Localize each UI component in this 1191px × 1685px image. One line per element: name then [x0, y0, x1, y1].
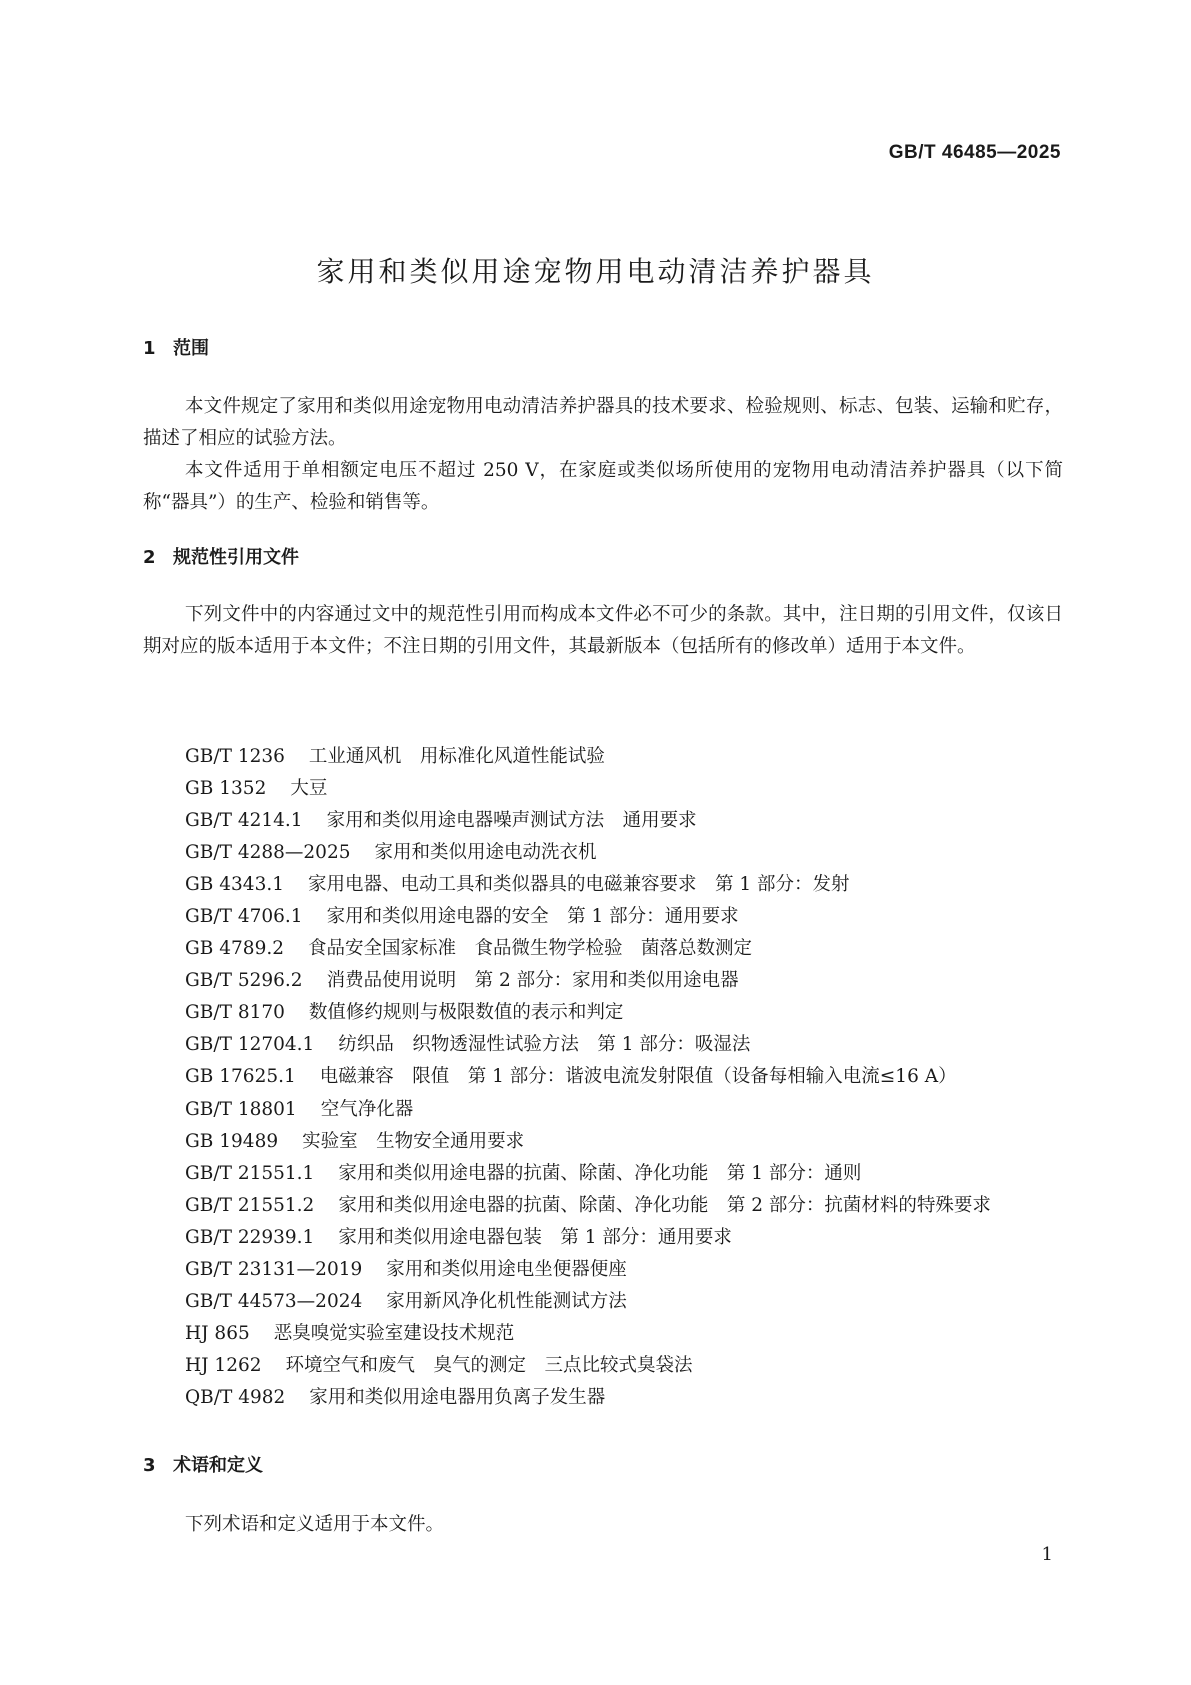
- reference-title: 家用和类似用途电器包装 第 1 部分：通用要求: [338, 1226, 732, 1248]
- reference-item: [185, 1254, 991, 1286]
- reference-code: GB/T 21551.2: [185, 1194, 315, 1216]
- reference-title: 恶臭嗅觉实验室建设技术规范: [273, 1322, 515, 1344]
- section-title: 术语和定义: [173, 1455, 263, 1476]
- reference-title: 家用和类似用途电动洗衣机: [374, 842, 597, 864]
- reference-title: 家用和类似用途电器的抗菌、除菌、净化功能 第 1 部分：通则: [338, 1162, 862, 1184]
- paragraph: 下列术语和定义适用于本文件。: [185, 1514, 445, 1535]
- reference-code: GB/T 4706.1: [185, 906, 303, 928]
- section-number: 2: [143, 547, 156, 568]
- section-heading-terms-and-definitions: [143, 1451, 263, 1477]
- reference-title: 实验室 生物安全通用要求: [302, 1130, 525, 1152]
- section-heading-scope: [143, 334, 209, 360]
- reference-item: [185, 1318, 991, 1350]
- reference-code: GB/T 8170: [185, 1002, 285, 1024]
- reference-title: 环境空气和废气 臭气的测定 三点比较式臭袋法: [285, 1354, 693, 1376]
- reference-title: 家用和类似用途电坐便器便座: [386, 1258, 627, 1280]
- reference-title: 食品安全国家标准 食品微生物学检验 菌落总数测定: [308, 938, 753, 960]
- reference-item: [185, 773, 991, 805]
- reference-title: 家用和类似用途电器的安全 第 1 部分：通用要求: [326, 906, 739, 928]
- section-number: 3: [143, 1455, 156, 1476]
- reference-item: [185, 901, 991, 933]
- reference-item: [185, 1350, 991, 1382]
- reference-item: [185, 965, 991, 997]
- paragraph: 本文件规定了家用和类似用途宠物用电动清洁养护器具的技术要求、检验规则、标志、包装、运输和贮存，描述了相应的试验方法。: [143, 396, 1063, 449]
- reference-title: 电磁兼容 限值 第 1 部分：谐波电流发射限值（设备每相输入电流≤16 A）: [319, 1066, 957, 1088]
- reference-code: GB/T 4288—2025: [185, 842, 351, 864]
- reference-code: GB/T 5296.2: [185, 970, 303, 992]
- reference-code: GB 4343.1: [185, 874, 284, 896]
- standard-code: GB/T 46485—2025: [888, 142, 1061, 163]
- reference-code: GB/T 1236: [185, 746, 285, 767]
- reference-title: 空气净化器: [320, 1098, 414, 1120]
- page-number: 1: [1041, 1544, 1053, 1565]
- reference-item: [185, 1061, 991, 1093]
- reference-item: [185, 805, 991, 837]
- reference-code: GB/T 23131—2019: [185, 1258, 363, 1280]
- paragraph: 下列文件中的内容通过文中的规范性引用而构成本文件必不可少的条款。其中，注日期的引用文件，仅该日期对应的版本适用于本文件；不注日期的引用文件，其最新版本（包括所有的修改单）适用于本文件。: [143, 604, 1063, 657]
- reference-code: GB/T 21551.1: [185, 1162, 315, 1184]
- reference-item: [185, 1126, 991, 1158]
- reference-code: GB 19489: [185, 1130, 279, 1152]
- reference-code: HJ 865: [185, 1322, 250, 1344]
- section-heading-normative-references: [143, 543, 299, 569]
- reference-title: 家用新风净化机性能测试方法: [386, 1290, 627, 1312]
- reference-code: GB/T 22939.1: [185, 1226, 315, 1248]
- reference-code: GB/T 4214.1: [185, 810, 303, 832]
- reference-title: 家用和类似用途电器的抗菌、除菌、净化功能 第 2 部分：抗菌材料的特殊要求: [338, 1194, 991, 1216]
- reference-item: [185, 741, 991, 773]
- section-number: 1: [143, 338, 156, 359]
- section-title: 规范性引用文件: [173, 547, 299, 568]
- reference-code: GB 17625.1: [185, 1066, 296, 1088]
- reference-item: [185, 1190, 991, 1222]
- reference-title: 消费品使用说明 第 2 部分：家用和类似用途电器: [326, 970, 739, 992]
- reference-code: GB/T 18801: [185, 1098, 297, 1120]
- document-title: 家用和类似用途宠物用电动清洁养护器具: [316, 255, 875, 288]
- reference-title: 工业通风机 用标准化风道性能试验: [308, 746, 605, 767]
- reference-item: [185, 1094, 991, 1126]
- reference-item: [185, 1286, 991, 1318]
- reference-list: [185, 741, 991, 1414]
- reference-code: GB/T 12704.1: [185, 1034, 315, 1056]
- reference-item: [185, 1222, 991, 1254]
- reference-title: 数值修约规则与极限数值的表示和判定: [308, 1002, 624, 1024]
- reference-code: GB 4789.2: [185, 938, 284, 960]
- section-title: 范围: [173, 338, 209, 359]
- reference-title: 家用和类似用途电器用负离子发生器: [309, 1386, 606, 1408]
- paragraph: 本文件适用于单相额定电压不超过 250 V，在家庭或类似场所使用的宠物用电动清洁养护器具（以下简称“器具”）的生产、检验和销售等。: [143, 460, 1063, 513]
- reference-item: [185, 837, 991, 869]
- reference-item: [185, 997, 991, 1029]
- reference-item: [185, 1382, 991, 1414]
- reference-item: [185, 1029, 991, 1061]
- reference-item: [185, 869, 991, 901]
- reference-code: GB/T 44573—2024: [185, 1290, 363, 1312]
- reference-title: 家用电器、电动工具和类似器具的电磁兼容要求 第 1 部分：发射: [308, 874, 850, 896]
- reference-code: QB/T 4982: [185, 1386, 286, 1408]
- reference-item: [185, 933, 991, 965]
- reference-title: 大豆: [290, 778, 328, 800]
- reference-title: 家用和类似用途电器噪声测试方法 通用要求: [326, 810, 697, 832]
- reference-code: HJ 1262: [185, 1354, 262, 1376]
- reference-title: 纺织品 织物透湿性试验方法 第 1 部分：吸湿法: [338, 1034, 751, 1056]
- reference-code: GB 1352: [185, 778, 267, 800]
- reference-item: [185, 1158, 991, 1190]
